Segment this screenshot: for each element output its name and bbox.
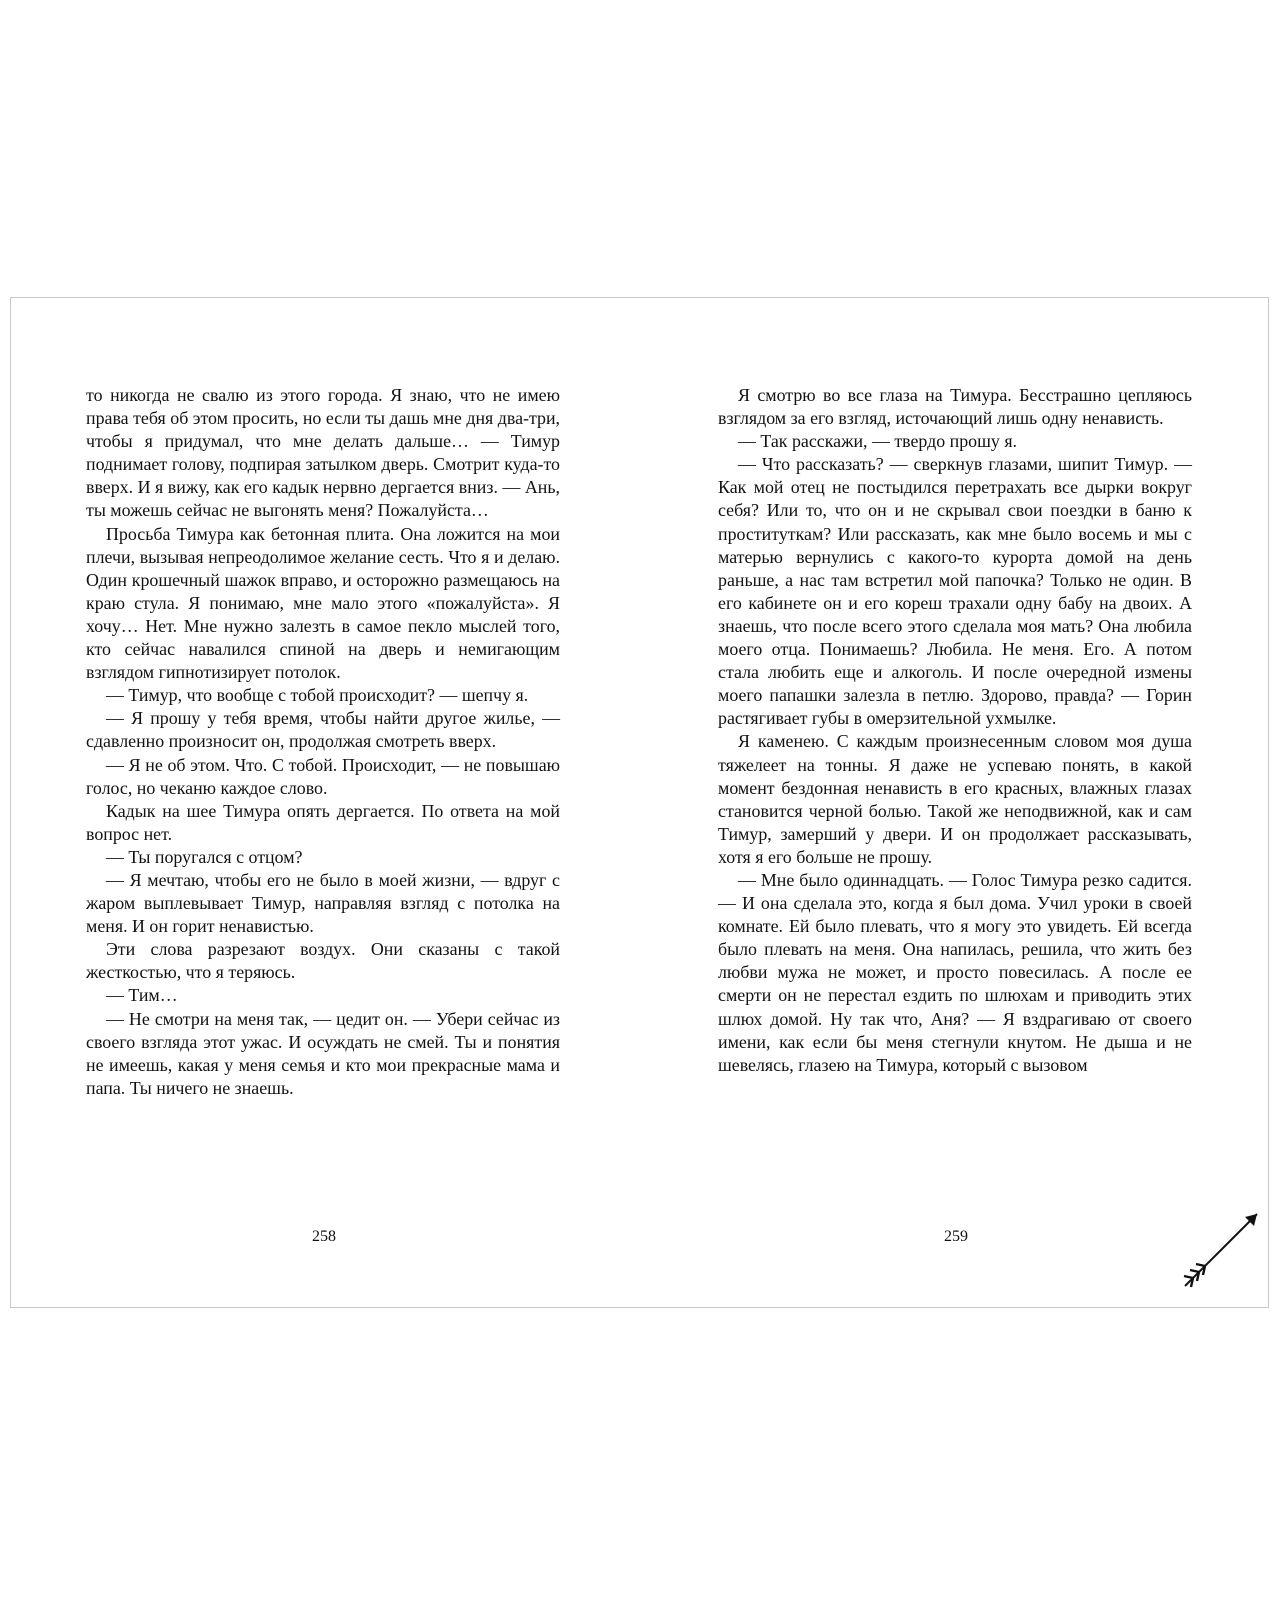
paragraph: — Тимур, что вообще с тобой происходит? — шепчу я.: [106, 685, 529, 706]
paragraph: — Я прошу у тебя время, чтобы найти другое жилье, — сдавленно произносит он, продолжая смотреть вверх.: [86, 708, 560, 752]
paragraph: — Ты поругался с отцом?: [106, 846, 303, 867]
page-number-right: 259: [944, 1228, 968, 1245]
paragraph: то никогда не свалю из этого города. Я знаю, что не имею права тебя об этом просить, но если ты дашь мне дня два-три, чтобы я придумал, что мне делать дальше… — Тимур поднимает голову, подпирая затылком дверь. Смотрит куда-то вверх. И я вижу, как его кадык нервно дергается вниз. — Ань, ты можешь сейчас не выгонять меня? Пожалуйста…: [86, 385, 560, 521]
paragraph: — Я не об этом. Что. С тобой. Происходит, — не повышаю голос, но чеканю каждое слово.: [86, 754, 560, 798]
paragraph: Просьба Тимура как бетонная плита. Она ложится на мои плечи, вызывая непреодолимое желание сесть. Что я и делаю. Один крошечный шажок вправо, и осторожно размещаюсь на краю стула. Я понимаю, мне мало этого «пожалуйста». Я хочу… Нет. Мне нужно залезть в самое пекло мыслей того, кто сейчас навалился спиной на дверь и немигающим взглядом гипнотизирует потолок.: [86, 523, 560, 683]
paragraph: — Что рассказать? — сверкнув глазами, шипит Тимур. — Как мой отец не постыдился перетрахать все дырки вокруг себя? Или то, что он и не скрывал свои поездки в баню к проституткам? Или рассказать, как мне было восемь и мы с матерью вернулись с какого-то курорта домой на день раньше, а нас там встретил мой папочка? Только не один. В его кабинете он и его кореш трахали одну бабу на двоих. А знаешь, что после всего этого сделала моя мать? Она любила моего отца. Понимаешь? Любила. Не меня. Его. А потом стала любить еще и алкоголь. И после очередной измены моего папашки залезла в петлю. Здорово, правда? — Горин растягивает губы в омерзительной ухмылке.: [718, 454, 1192, 729]
paragraph: Эти слова разрезают воздух. Они сказаны с такой жесткостью, что я теряюсь.: [86, 939, 560, 983]
right-page-text: [718, 384, 1192, 1077]
paragraph: — Я мечтаю, чтобы его не было в моей жизни, — вдруг с жаром выплевывает Тимур, направляя взгляд с потолка на меня. И он горит ненавистью.: [86, 869, 560, 937]
paragraph: Я смотрю во все глаза на Тимура. Бесстрашно цепляюсь взглядом за его взгляд, источающий лишь одну ненависть.: [718, 385, 1192, 429]
paragraph: Кадык на шее Тимура опять дергается. По ответа на мой вопрос нет.: [86, 800, 560, 844]
left-page-text: [86, 384, 560, 1100]
paragraph: — Тим…: [106, 985, 178, 1006]
book-spread: [10, 297, 1269, 1308]
arrow-icon: [1175, 1208, 1265, 1298]
paragraph: Я каменею. С каждым произнесенным словом моя душа тяжелеет на тонны. Я даже не успеваю понять, в какой момент бездонная ненависть в его красных, влажных глазах становится черной болью. Такой же неподвижной, как и сам Тимур, замерший у двери. И он продолжает рассказывать, хотя я его больше не прошу.: [718, 731, 1192, 867]
page-number-left: 258: [312, 1228, 336, 1245]
paragraph: — Так расскажи, — твердо прошу я.: [738, 431, 1018, 452]
paragraph: — Не смотри на меня так, — цедит он. — Убери сейчас из своего взгляда этот ужас. И осуждать не смей. Ты и понятия не имеешь, какая у меня семья и кто мои прекрасные мама и папа. Ты ничего не знаешь.: [86, 1008, 560, 1098]
paragraph: — Мне было одиннадцать. — Голос Тимура резко садится. — И она сделала это, когда я был дома. Учил уроки в своей комнате. Ей было плевать, что я могу это увидеть. Ей всегда было плевать на меня. Она напилась, решила, что жить без любви мужа не может, и просто повесилась. А после ее смерти он не перестал ездить по шлюхам и приводить этих шлюх домой. Ну так что, Аня? — Я вздрагиваю от своего имени, как если бы меня стегнули кнутом. Не дыша и не шевелясь, глазею на Тимура, который с вызовом: [718, 869, 1192, 1075]
